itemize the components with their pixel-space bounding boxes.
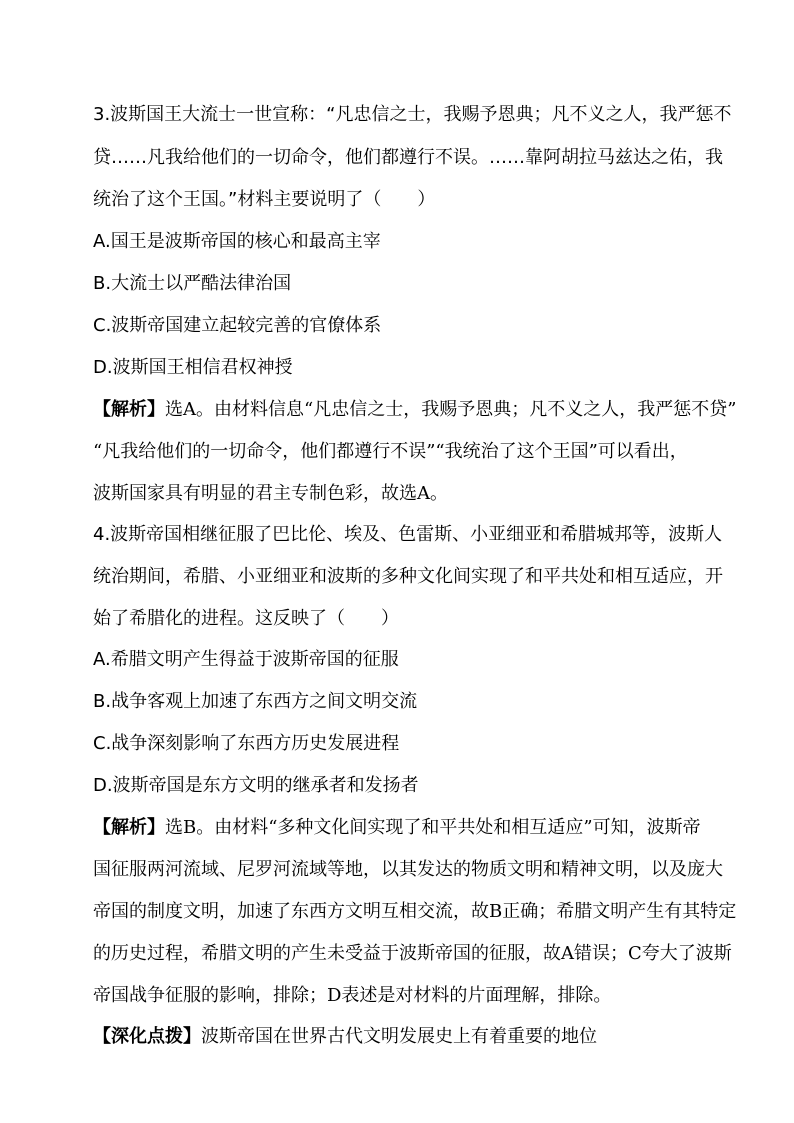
q4-option-d: D.波斯帝国是东方文明的继承者和发扬者 [93,775,419,796]
q4-option-c: C.战争深刻影响了东西方历史发展进程 [93,733,400,754]
q4-analysis-line-1 [93,815,701,841]
q3-stem-line-1: 3.波斯国王大流士一世宣称：“凡忠信之士，我赐予恩典；凡不义之人，我严惩不 [93,104,732,125]
q4-stem-line-3: 始了希腊化的进程。这反映了（ ） [93,608,399,629]
q4-analysis-line-5: 帝国战争征服的影响，排除；D表述是对材料的片面理解，排除。 [93,985,612,1006]
q3-option-c: C.波斯帝国建立起较完善的官僚体系 [93,315,382,336]
q3-option-a: A.国王是波斯帝国的核心和最高主宰 [93,231,381,252]
q3-analysis-text-1: 选A。由材料信息“凡忠信之士，我赐予恩典；凡不义之人，我严惩不贷” [165,399,737,420]
q4-analysis-tag: 【解析】 [93,817,165,838]
q3-option-d: D.波斯国王相信君权神授 [93,357,293,378]
q4-analysis-text-1: 选B。由材料“多种文化间实现了和平共处和相互适应”可知，波斯帝 [165,817,701,838]
q3-analysis-line-1 [93,397,736,423]
q4-analysis-line-3: 帝国的制度文明，加速了东西方文明互相交流，故B正确；希腊文明产生有其特定 [93,901,737,922]
q4-option-b: B.战争客观上加速了东西方之间文明交流 [93,691,418,712]
q4-analysis-line-2: 国征服两河流域、尼罗河流域等地，以其发达的物质文明和精神文明，以及庞大 [93,859,723,880]
deepen-text: 波斯帝国在世界古代文明发展史上有着重要的地位 [201,1026,597,1047]
q3-stem-line-3: 统治了这个王国。”材料主要说明了（ ） [93,189,436,210]
q3-option-b: B.大流士以严酷法律治国 [93,273,292,294]
q4-stem-line-2: 统治期间，希腊、小亚细亚和波斯的多种文化间实现了和平共处和相互适应，开 [93,566,723,587]
q3-analysis-line-3: 波斯国家具有明显的君主专制色彩，故选A。 [93,483,448,504]
q4-analysis-line-4: 的历史过程，希腊文明的产生未受益于波斯帝国的征服，故A错误；C夸大了波斯 [93,943,732,964]
deepen-tag: 【深化点拨】 [93,1026,201,1047]
deepen-tip [93,1024,597,1050]
q4-option-a: A.希腊文明产生得益于波斯帝国的征服 [93,649,399,670]
q4-stem-line-1: 4.波斯帝国相继征服了巴比伦、埃及、色雷斯、小亚细亚和希腊城邦等，波斯人 [93,524,723,545]
q3-analysis-tag: 【解析】 [93,399,165,420]
q3-stem-line-2: 贷……凡我给他们的一切命令，他们都遵行不误。……靠阿胡拉马兹达之佑，我 [93,147,723,168]
q3-analysis-line-2: “凡我给他们的一切命令，他们都遵行不误”“我统治了这个王国”可以看出， [93,441,688,462]
